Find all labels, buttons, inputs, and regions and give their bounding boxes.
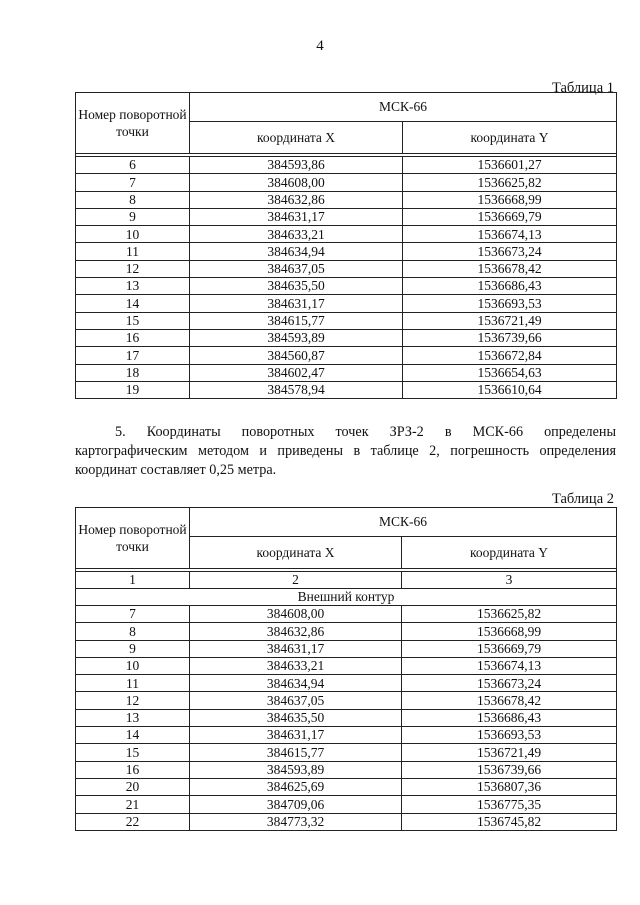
cell-point-number: 9 <box>76 640 190 657</box>
header-coordinate-x: координата X <box>190 122 403 154</box>
cell-point-number: 21 <box>76 796 190 813</box>
table-row <box>76 813 617 830</box>
cell-coordinate-y: 1536775,35 <box>402 796 617 813</box>
header-coordinate-system: МСК-66 <box>190 508 617 537</box>
header-point-number: Номер поворотной точки <box>76 93 190 154</box>
cell-point-number: 6 <box>76 157 190 174</box>
cell-coordinate-y: 1536668,99 <box>403 191 617 208</box>
table-row <box>76 796 617 813</box>
table-1-caption: Таблица 1 <box>551 80 614 96</box>
cell-point-number: 16 <box>76 761 190 778</box>
cell-coordinate-x: 384634,94 <box>190 675 402 692</box>
cell-coordinate-y: 1536610,64 <box>403 381 617 398</box>
section-label-outer-contour: Внешний контур <box>76 589 617 606</box>
cell-coordinate-x: 384633,21 <box>190 226 403 243</box>
cell-point-number: 9 <box>76 208 190 225</box>
cell-coordinate-y: 1536739,66 <box>402 761 617 778</box>
cell-point-number: 11 <box>76 243 190 260</box>
table-row <box>76 174 617 191</box>
table-row <box>76 347 617 364</box>
table-row <box>76 364 617 381</box>
cell-coordinate-x: 384637,05 <box>190 260 403 277</box>
cell-coordinate-x: 384709,06 <box>190 796 402 813</box>
table-row <box>76 709 617 726</box>
cell-coordinate-x: 384773,32 <box>190 813 402 830</box>
cell-coordinate-y: 1536673,24 <box>403 243 617 260</box>
cell-coordinate-x: 384602,47 <box>190 364 403 381</box>
cell-coordinate-x: 384637,05 <box>190 692 402 709</box>
table-row <box>76 727 617 744</box>
cell-coordinate-x: 384593,86 <box>190 157 403 174</box>
cell-coordinate-y: 1536678,42 <box>402 692 617 709</box>
cell-coordinate-x: 384634,94 <box>190 243 403 260</box>
cell-point-number: 13 <box>76 278 190 295</box>
cell-point-number: 20 <box>76 778 190 795</box>
cell-coordinate-y: 1536672,84 <box>403 347 617 364</box>
cell-coordinate-x: 384593,89 <box>190 761 402 778</box>
cell-coordinate-y: 1536693,53 <box>402 727 617 744</box>
table-row <box>76 761 617 778</box>
column-index-3: 3 <box>402 572 617 589</box>
table-row <box>76 260 617 277</box>
cell-coordinate-x: 384608,00 <box>190 606 402 623</box>
paragraph-line: координат составляет 0,25 метра. <box>75 462 277 478</box>
cell-coordinate-y: 1536654,63 <box>403 364 617 381</box>
header-point-number: Номер поворотной точки <box>76 508 190 569</box>
cell-coordinate-y: 1536673,24 <box>402 675 617 692</box>
cell-coordinate-x: 384625,69 <box>190 778 402 795</box>
cell-coordinate-y: 1536674,13 <box>402 657 617 674</box>
paragraph-line: картографическим методом и приведены в таблице 2, погрешность определения <box>75 443 616 459</box>
table-row <box>76 692 617 709</box>
cell-coordinate-x: 384631,17 <box>190 640 402 657</box>
table-row <box>76 226 617 243</box>
table-row <box>76 329 617 346</box>
table-row <box>76 675 617 692</box>
cell-coordinate-y: 1536739,66 <box>403 329 617 346</box>
cell-coordinate-y: 1536686,43 <box>403 278 617 295</box>
cell-coordinate-x: 384635,50 <box>190 709 402 726</box>
table-row <box>76 191 617 208</box>
column-index-1: 1 <box>76 572 190 589</box>
table-row <box>76 623 617 640</box>
cell-coordinate-y: 1536625,82 <box>402 606 617 623</box>
cell-coordinate-x: 384615,77 <box>190 312 403 329</box>
cell-coordinate-x: 384632,86 <box>190 623 402 640</box>
cell-point-number: 18 <box>76 364 190 381</box>
table-row <box>76 312 617 329</box>
table-row <box>76 208 617 225</box>
cell-coordinate-x: 384633,21 <box>190 657 402 674</box>
cell-point-number: 22 <box>76 813 190 830</box>
cell-coordinate-x: 384635,50 <box>190 278 403 295</box>
cell-coordinate-y: 1536669,79 <box>402 640 617 657</box>
cell-point-number: 12 <box>76 260 190 277</box>
cell-coordinate-y: 1536721,49 <box>403 312 617 329</box>
cell-point-number: 15 <box>76 744 190 761</box>
header-coordinate-y: координата Y <box>403 122 617 154</box>
cell-point-number: 14 <box>76 727 190 744</box>
table-row <box>76 640 617 657</box>
cell-coordinate-y: 1536807,36 <box>402 778 617 795</box>
cell-point-number: 19 <box>76 381 190 398</box>
table-2-body <box>76 606 617 831</box>
cell-coordinate-y: 1536668,99 <box>402 623 617 640</box>
cell-coordinate-y: 1536686,43 <box>402 709 617 726</box>
header-coordinate-system: МСК-66 <box>190 93 617 122</box>
cell-coordinate-x: 384578,94 <box>190 381 403 398</box>
paragraph-line: 5. Координаты поворотных точек ЗРЗ-2 в МСК-66 определены <box>115 424 616 440</box>
cell-coordinate-y: 1536625,82 <box>403 174 617 191</box>
cell-point-number: 12 <box>76 692 190 709</box>
page-number: 4 <box>316 38 324 54</box>
cell-coordinate-y: 1536693,53 <box>403 295 617 312</box>
cell-coordinate-x: 384560,87 <box>190 347 403 364</box>
cell-coordinate-y: 1536674,13 <box>403 226 617 243</box>
header-coordinate-y: координата Y <box>402 537 617 569</box>
table-row <box>76 157 617 174</box>
coordinates-table-1 <box>75 92 617 399</box>
table-row <box>76 778 617 795</box>
cell-coordinate-y: 1536678,42 <box>403 260 617 277</box>
cell-coordinate-y: 1536721,49 <box>402 744 617 761</box>
column-index-2: 2 <box>190 572 402 589</box>
table-row <box>76 278 617 295</box>
cell-point-number: 14 <box>76 295 190 312</box>
table-2-caption: Таблица 2 <box>551 491 614 507</box>
cell-coordinate-x: 384608,00 <box>190 174 403 191</box>
cell-point-number: 11 <box>76 675 190 692</box>
table-row <box>76 744 617 761</box>
cell-point-number: 8 <box>76 191 190 208</box>
cell-coordinate-x: 384593,89 <box>190 329 403 346</box>
cell-point-number: 10 <box>76 226 190 243</box>
table-row <box>76 295 617 312</box>
header-coordinate-x: координата X <box>190 537 402 569</box>
cell-point-number: 7 <box>76 174 190 191</box>
cell-point-number: 7 <box>76 606 190 623</box>
cell-point-number: 8 <box>76 623 190 640</box>
cell-coordinate-x: 384632,86 <box>190 191 403 208</box>
cell-coordinate-x: 384631,17 <box>190 208 403 225</box>
coordinates-table-2 <box>75 507 617 831</box>
cell-point-number: 10 <box>76 657 190 674</box>
cell-point-number: 16 <box>76 329 190 346</box>
table-1-body <box>76 157 617 399</box>
cell-coordinate-x: 384631,17 <box>190 295 403 312</box>
table-row <box>76 657 617 674</box>
cell-coordinate-y: 1536669,79 <box>403 208 617 225</box>
paragraph-5 <box>75 423 616 480</box>
table-row <box>76 243 617 260</box>
table-row <box>76 381 617 398</box>
cell-point-number: 13 <box>76 709 190 726</box>
cell-coordinate-y: 1536601,27 <box>403 157 617 174</box>
table-row <box>76 606 617 623</box>
cell-coordinate-x: 384631,17 <box>190 727 402 744</box>
cell-coordinate-x: 384615,77 <box>190 744 402 761</box>
cell-point-number: 15 <box>76 312 190 329</box>
cell-coordinate-y: 1536745,82 <box>402 813 617 830</box>
cell-point-number: 17 <box>76 347 190 364</box>
